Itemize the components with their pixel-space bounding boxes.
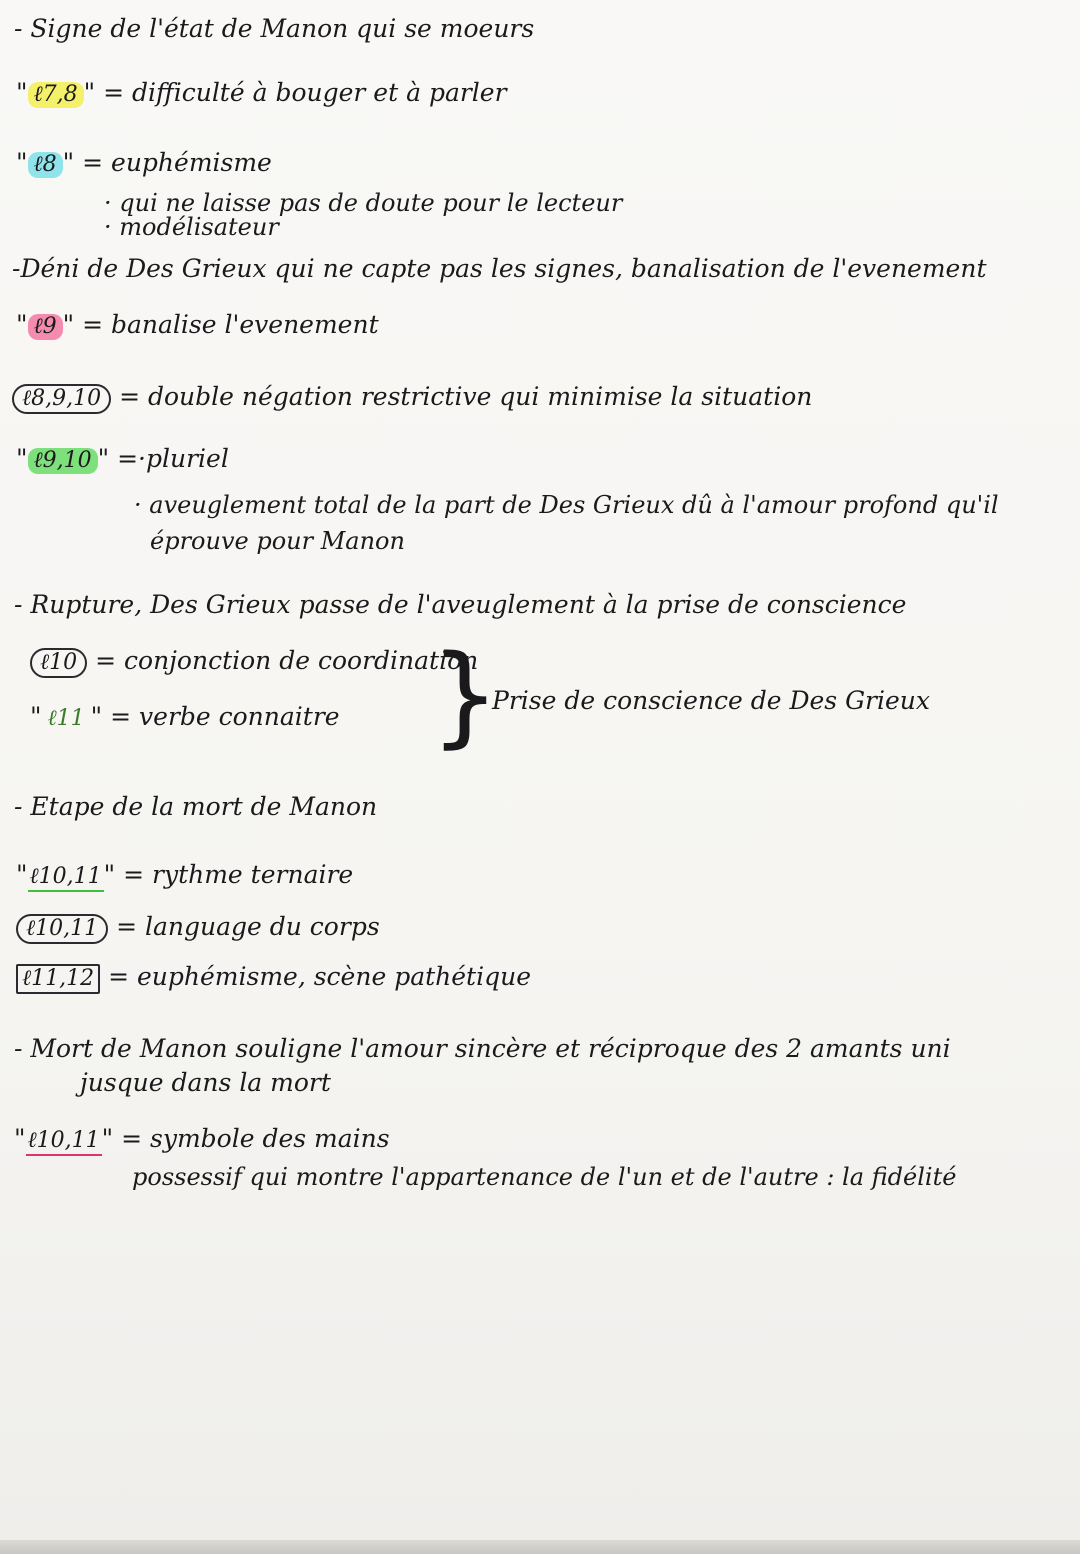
line-text: = rythme ternaire (123, 860, 354, 889)
line-text: = euphémisme (82, 148, 272, 177)
note-l1011-mains: "ℓ10,11" = symbole des mains (14, 1124, 390, 1156)
line-ref: ℓ10,11 (28, 864, 104, 892)
line-ref: ℓ9 (28, 314, 63, 340)
note-l1011-corps (16, 912, 380, 944)
line-ref: ℓ8 (28, 152, 63, 178)
line-text: =·pluriel (117, 444, 229, 473)
heading-rupture (14, 590, 906, 620)
heading-etape (14, 792, 377, 822)
line-ref: ℓ9,10 (28, 448, 98, 474)
line-ref: ℓ11,12 (16, 964, 100, 994)
bullet-line (134, 490, 999, 520)
line-text: = verbe connaitre (110, 702, 340, 731)
line-text: = banalise l'evenement (82, 310, 379, 339)
line-text: = language du corps (116, 912, 380, 941)
line-text: - Mort de Manon souligne l'amour sincère et réciproque des 2 amants uni (14, 1034, 951, 1063)
heading-mort (14, 1034, 951, 1064)
line-ref: ℓ8,9,10 (12, 384, 111, 414)
line-text: -Déni de Des Grieux qui ne capte pas les signes, banalisation de l'evenement (12, 254, 987, 283)
line-text: · qui ne laisse pas de doute pour le lecteur (104, 189, 623, 217)
note-l11: " ℓ11 " = verbe connaitre (30, 702, 340, 731)
heading-mort-cont (80, 1068, 331, 1098)
note-l8: " ℓ8 " = euphémisme (16, 148, 272, 177)
line-text: jusque dans la mort (80, 1068, 331, 1097)
line-text: · aveuglement total de la part de Des Grieux dû à l'amour profond qu'il (134, 491, 999, 519)
line-ref: ℓ7,8 (28, 82, 84, 108)
heading-deni (12, 254, 987, 284)
line-ref: ℓ10 (30, 648, 87, 678)
line-text: = conjonction de coordination (95, 646, 479, 675)
line-ref: ℓ10,11 (26, 1128, 102, 1156)
page-edge (0, 1540, 1080, 1554)
line-text: = double négation restrictive qui minimise la situation (119, 382, 813, 411)
curly-brace: } (430, 631, 500, 759)
line-ref: ℓ10,11 (16, 914, 108, 944)
note-l910: " ℓ9,10 " =·pluriel (16, 444, 229, 473)
line-text: - Rupture, Des Grieux passe de l'aveuglement à la prise de conscience (14, 590, 907, 619)
note-l8910 (12, 382, 812, 414)
note-l9: " ℓ9 " = banalise l'evenement (16, 310, 379, 339)
line-text: - Signe de l'état de Manon qui se moeurs (14, 14, 535, 43)
note-l1011-rythme: "ℓ10,11" = rythme ternaire (16, 860, 353, 892)
brace-conclusion (492, 686, 930, 716)
bullet-line (104, 212, 279, 242)
line-text: - Etape de la mort de Manon (14, 792, 378, 821)
note-l10 (30, 646, 478, 678)
note-l1112 (16, 962, 531, 994)
line-text: = euphémisme, scène pathétique (108, 962, 531, 991)
bullet-line (150, 526, 405, 556)
note-l78: " ℓ7,8 " = difficulté à bouger et à parler (16, 78, 507, 107)
sub-line (132, 1162, 956, 1192)
line-text: = symbole des mains (121, 1124, 390, 1153)
line-text: · modélisateur (104, 213, 279, 241)
line-ref: ℓ11 (47, 706, 85, 731)
line-text: Prise de conscience de Des Grieux (492, 686, 930, 715)
line-text: = difficulté à bouger et à parler (103, 78, 507, 107)
heading-signe (14, 14, 534, 44)
line-text: éprouve pour Manon (150, 527, 405, 555)
line-text: possessif qui montre l'appartenance de l'un et de l'autre : la fidélité (132, 1163, 957, 1191)
